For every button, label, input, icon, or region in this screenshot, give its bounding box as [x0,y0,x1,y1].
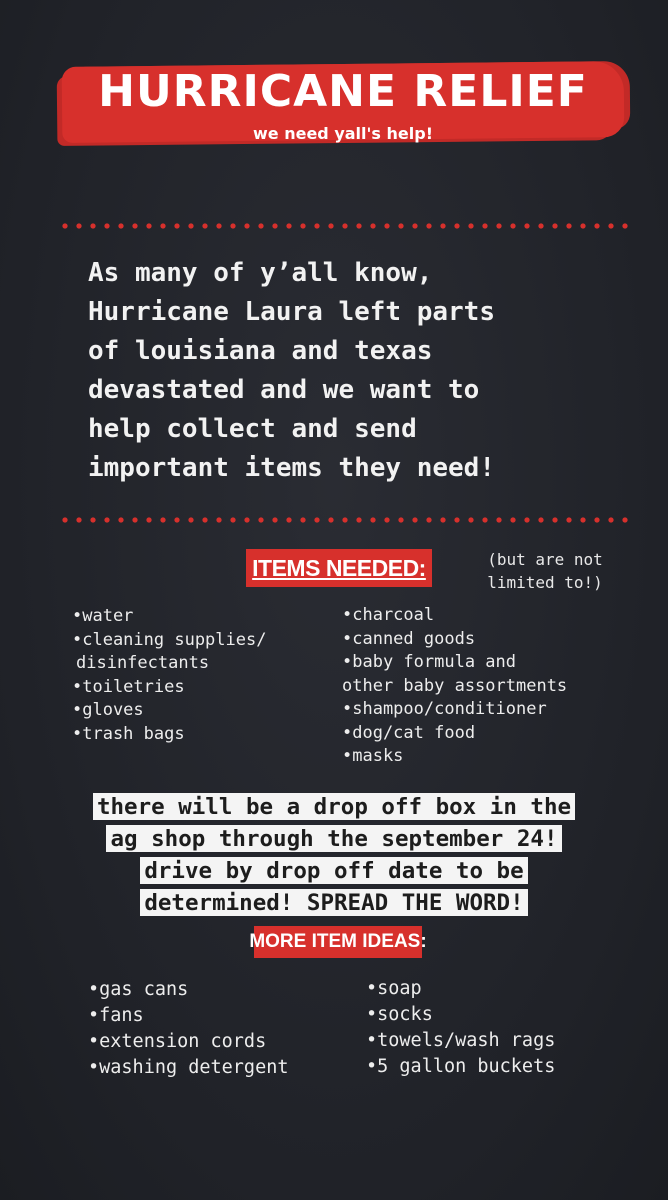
list-item: •5 gallon buckets [366,1056,556,1077]
list-item: •washing detergent [88,1057,289,1078]
list-item: •water [72,606,134,626]
subtitle: we need yall's help! [253,124,433,143]
list-item: •cleaning supplies/ [72,629,267,650]
list-item: •shampoo/conditioner [342,699,547,719]
list-item: •charcoal [342,605,435,625]
intro-line: important items they need! [88,453,495,483]
list-item: •socks [366,1004,433,1025]
items-needed-label: ITEMS NEEDED: [246,549,432,587]
list-item: •canned goods [342,628,476,649]
dotted-divider-bottom [58,517,630,523]
more-items-list-left [88,977,288,1081]
list-item: other baby assortments [342,675,568,696]
notice-line: ag shop through the september 24! [106,825,561,852]
dotted-divider-top [58,223,630,229]
items-needed-list-right [342,604,567,769]
more-item-ideas-label: MORE ITEM IDEAS: [254,926,422,958]
list-item: •fans [88,1005,144,1026]
intro-text [88,254,648,488]
more-items-list-right [366,976,555,1080]
notice-line: there will be a drop off box in the [93,793,575,820]
intro-line: help collect and send [88,414,417,444]
list-item: disinfectants [76,653,210,673]
list-item: •towels/wash rags [366,1030,556,1051]
intro-line: Hurricane Laura left parts [88,297,495,327]
list-item: •masks [342,746,404,766]
drop-off-notice [0,791,668,919]
list-item: •dog/cat food [342,722,476,743]
note-line: limited to!) [487,573,603,592]
items-needed-list-left [72,605,266,746]
items-needed-note [460,548,630,594]
list-item: •trash bags [72,723,185,744]
list-item: •extension cords [88,1031,267,1052]
page-title: HURRICANE RELIEF [98,66,588,117]
intro-line: devastated and we want to [88,375,480,405]
note-line: (but are not [487,550,603,569]
list-item: •toiletries [72,676,185,697]
intro-line: As many of y’all know, [88,258,433,288]
intro-line: of louisiana and texas [88,336,433,366]
list-item: •gas cans [88,979,189,1000]
list-item: •soap [366,978,422,999]
notice-line: drive by drop off date to be [140,857,527,884]
list-item: •baby formula and [342,652,516,672]
notice-line: determined! SPREAD THE WORD! [140,889,527,916]
list-item: •gloves [72,700,144,720]
